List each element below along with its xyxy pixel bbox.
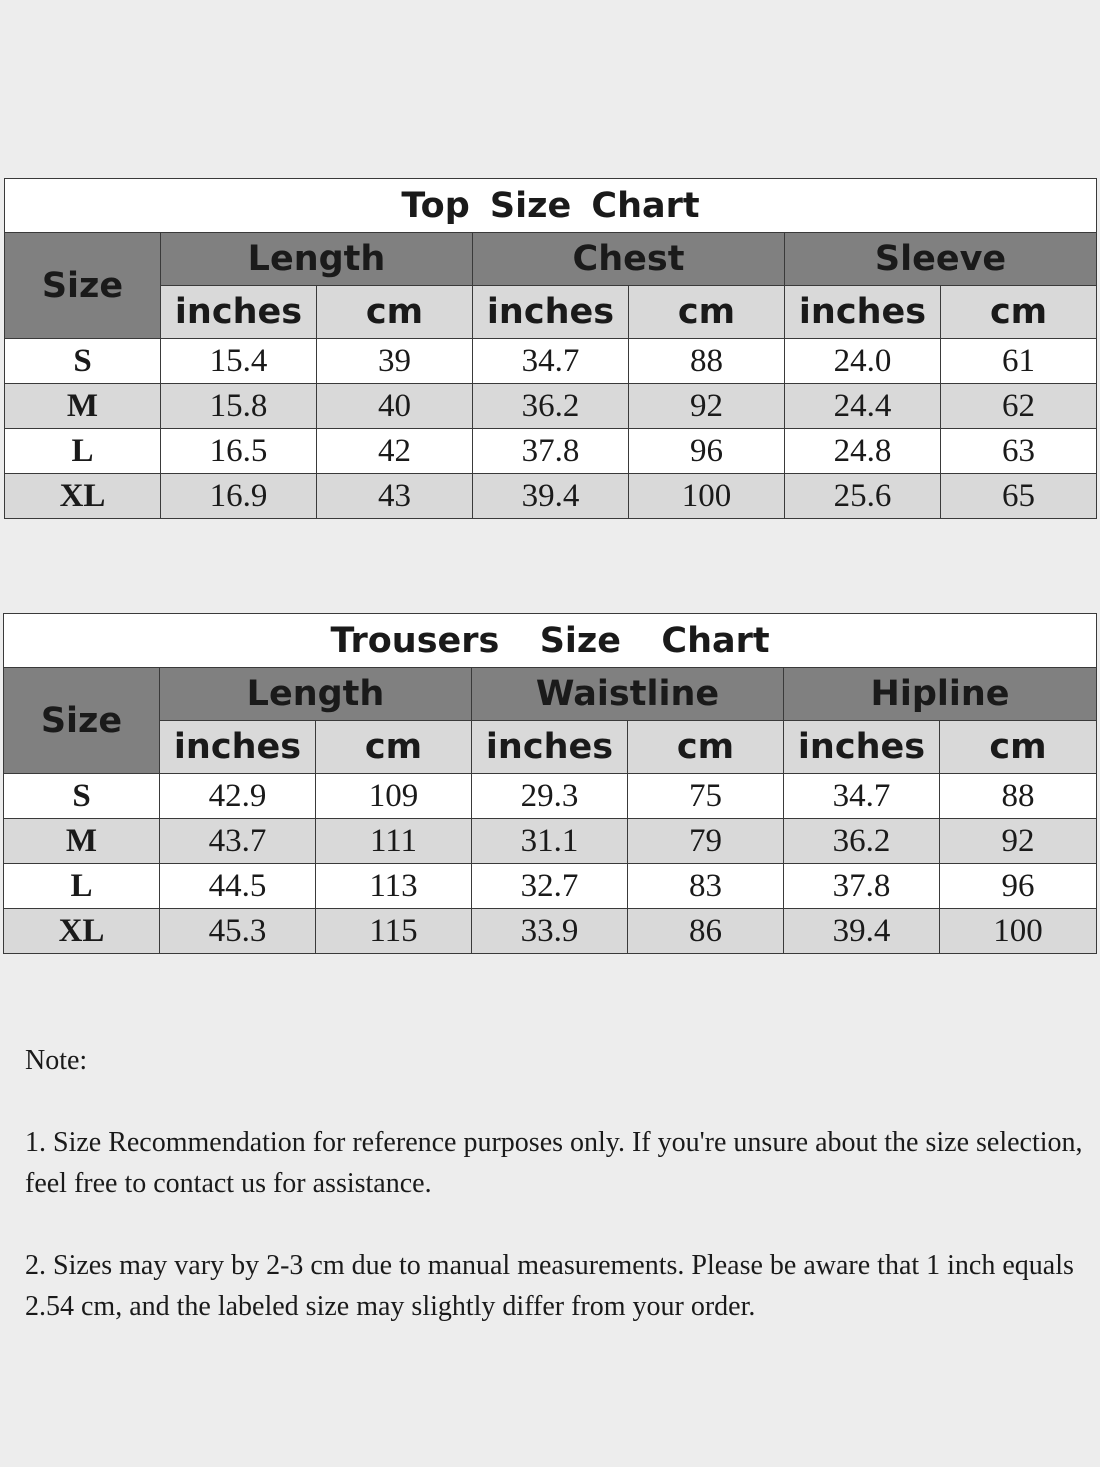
value-cell: 37.8 (784, 864, 940, 909)
table-row (4, 774, 1097, 819)
value-cell: 92 (940, 819, 1097, 864)
value-cell: 100 (629, 474, 785, 519)
value-cell: 29.3 (472, 774, 628, 819)
value-cell: 79 (628, 819, 784, 864)
top-size-chart (4, 178, 1097, 519)
value-cell: 45.3 (160, 909, 316, 954)
notes-title: Note: (25, 1045, 88, 1076)
note-item: 2. Sizes may vary by 2-3 cm due to manual measurements. Please be aware that 1 inch equals 2.54 cm, and the labeled size may slightly differ from your order. (25, 1250, 1074, 1322)
trousers-unit-header: inches (472, 721, 628, 774)
value-cell: 43 (317, 474, 473, 519)
size-cell: L (4, 864, 160, 909)
value-cell: 33.9 (472, 909, 628, 954)
trousers-group-hipline: Hipline (784, 668, 1097, 721)
trousers-size-header: Size (4, 668, 160, 774)
trousers-unit-header: cm (316, 721, 472, 774)
table-row (4, 909, 1097, 954)
value-cell: 42.9 (160, 774, 316, 819)
value-cell: 115 (316, 909, 472, 954)
trousers-unit-header: cm (940, 721, 1097, 774)
value-cell: 96 (940, 864, 1097, 909)
table-row (4, 864, 1097, 909)
value-cell: 65 (941, 474, 1097, 519)
value-cell: 39 (317, 339, 473, 384)
value-cell: 39.4 (473, 474, 629, 519)
value-cell: 34.7 (784, 774, 940, 819)
notes-section (25, 1040, 1085, 1368)
value-cell: 25.6 (785, 474, 941, 519)
value-cell: 92 (629, 384, 785, 429)
top-unit-header: inches (785, 286, 941, 339)
value-cell: 109 (316, 774, 472, 819)
value-cell: 44.5 (160, 864, 316, 909)
value-cell: 24.8 (785, 429, 941, 474)
top-unit-header: inches (473, 286, 629, 339)
top-unit-header: cm (941, 286, 1097, 339)
top-size-header: Size (5, 233, 161, 339)
value-cell: 15.8 (161, 384, 317, 429)
value-cell: 40 (317, 384, 473, 429)
top-unit-header: cm (629, 286, 785, 339)
note-item: 1. Size Recommendation for reference purposes only. If you're unsure about the size selection, feel free to contact us for assistance. (25, 1127, 1083, 1199)
trousers-unit-header: cm (628, 721, 784, 774)
top-group-length: Length (161, 233, 473, 286)
value-cell: 63 (941, 429, 1097, 474)
value-cell: 88 (629, 339, 785, 384)
value-cell: 36.2 (473, 384, 629, 429)
value-cell: 15.4 (161, 339, 317, 384)
size-cell: XL (5, 474, 161, 519)
value-cell: 43.7 (160, 819, 316, 864)
trousers-unit-header: inches (784, 721, 940, 774)
top-group-sleeve: Sleeve (785, 233, 1097, 286)
value-cell: 61 (941, 339, 1097, 384)
trousers-group-length: Length (160, 668, 472, 721)
value-cell: 88 (940, 774, 1097, 819)
value-cell: 111 (316, 819, 472, 864)
value-cell: 31.1 (472, 819, 628, 864)
value-cell: 96 (629, 429, 785, 474)
value-cell: 86 (628, 909, 784, 954)
trousers-group-waistline: Waistline (472, 668, 784, 721)
size-cell: S (5, 339, 161, 384)
size-cell: L (5, 429, 161, 474)
value-cell: 42 (317, 429, 473, 474)
size-cell: XL (4, 909, 160, 954)
value-cell: 16.5 (161, 429, 317, 474)
value-cell: 36.2 (784, 819, 940, 864)
table-row (5, 339, 1097, 384)
top-group-chest: Chest (473, 233, 785, 286)
table-row (5, 429, 1097, 474)
value-cell: 113 (316, 864, 472, 909)
value-cell: 34.7 (473, 339, 629, 384)
size-cell: M (5, 384, 161, 429)
trousers-unit-header: inches (160, 721, 316, 774)
size-cell: M (4, 819, 160, 864)
size-cell: S (4, 774, 160, 819)
value-cell: 100 (940, 909, 1097, 954)
trousers-size-chart (3, 613, 1097, 954)
value-cell: 62 (941, 384, 1097, 429)
value-cell: 39.4 (784, 909, 940, 954)
top-chart-title: Top Size Chart (5, 179, 1097, 233)
value-cell: 75 (628, 774, 784, 819)
table-row (5, 384, 1097, 429)
table-row (5, 474, 1097, 519)
top-unit-header: cm (317, 286, 473, 339)
trousers-chart-title: Trousers Size Chart (4, 614, 1097, 668)
value-cell: 83 (628, 864, 784, 909)
value-cell: 24.4 (785, 384, 941, 429)
value-cell: 24.0 (785, 339, 941, 384)
value-cell: 32.7 (472, 864, 628, 909)
top-unit-header: inches (161, 286, 317, 339)
value-cell: 37.8 (473, 429, 629, 474)
value-cell: 16.9 (161, 474, 317, 519)
table-row (4, 819, 1097, 864)
